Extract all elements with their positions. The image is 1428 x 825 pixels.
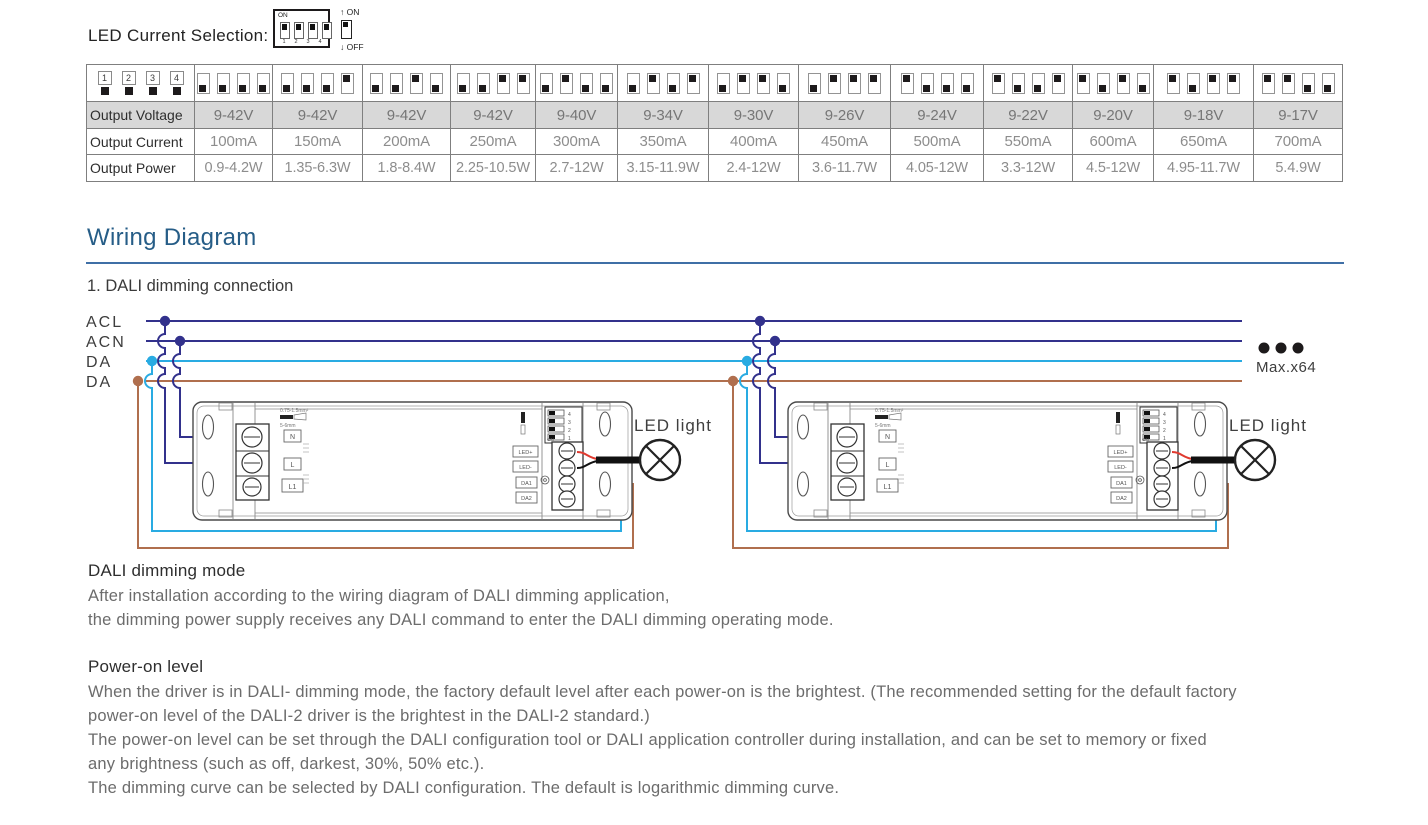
power-value: 1.35-6.3W (273, 155, 363, 182)
power-value: 2.7-12W (536, 155, 618, 182)
arrow-up-on-label: ↑ ON (340, 7, 360, 17)
svg-text:5-6mm: 5-6mm (875, 423, 891, 429)
svg-text:2: 2 (1163, 428, 1166, 434)
output-terminal-label: DA2 (1116, 496, 1127, 502)
output-terminal-label: LED+ (1113, 450, 1128, 456)
power-value: 3.15-11.9W (618, 155, 709, 182)
power-value: 5.4.9W (1254, 155, 1343, 182)
svg-text:3: 3 (568, 420, 571, 426)
voltage-value: 9-42V (451, 102, 536, 129)
max-label: Max.x64 (1256, 359, 1317, 376)
svg-text:4: 4 (1163, 412, 1166, 418)
row-label: Output Power (87, 155, 195, 182)
voltage-value: 9-17V (1254, 102, 1343, 129)
output-terminal-label: DA1 (521, 481, 532, 487)
voltage-value: 9-24V (891, 102, 984, 129)
section-line: the dimming power supply receives any DALI command to enter the DALI dimming operating mode. (88, 611, 834, 629)
power-value: 0.9-4.2W (195, 155, 273, 182)
current-value: 250mA (451, 129, 536, 155)
power-value: 1.8-8.4W (363, 155, 451, 182)
power-value: 4.95-11.7W (1154, 155, 1254, 182)
dip-numbers: 1 2 3 4 (282, 39, 322, 45)
output-terminal-label: LED+ (518, 450, 533, 456)
bus-label: DA (86, 374, 113, 391)
svg-text:ON: ON (1142, 437, 1149, 442)
dali-connection-subtitle: 1. DALI dimming connection (87, 277, 294, 295)
row-label: Output Current (87, 129, 195, 155)
input-terminal-label: L1 (883, 484, 892, 491)
svg-text:1: 1 (568, 436, 571, 442)
wiring-diagram-title: Wiring Diagram (87, 224, 257, 251)
power-value: 2.25-10.5W (451, 155, 536, 182)
voltage-value: 9-22V (984, 102, 1073, 129)
voltage-value: 9-42V (273, 102, 363, 129)
svg-text:5-6mm: 5-6mm (280, 423, 296, 429)
current-value: 350mA (618, 129, 709, 155)
bus-label: ACN (86, 334, 126, 351)
current-value: 700mA (1254, 129, 1343, 155)
current-value: 200mA (363, 129, 451, 155)
current-value: 600mA (1073, 129, 1154, 155)
svg-text:0.75-1.5mm²: 0.75-1.5mm² (280, 408, 309, 414)
current-value: 650mA (1154, 129, 1254, 155)
dip-legend-cell: 1 2 3 4 (87, 65, 195, 102)
section-heading: Power-on level (88, 657, 204, 676)
row-label: Output Voltage (87, 102, 195, 129)
svg-text:1: 1 (1163, 436, 1166, 442)
input-terminal-label: L1 (288, 484, 297, 491)
bus-label: DA (86, 354, 113, 371)
power-value: 4.5-12W (1073, 155, 1154, 182)
section-line: When the driver is in DALI- dimming mode, the factory default level after each power-on is the brightest. (The recommended setting for the default factory (88, 683, 1237, 701)
voltage-value: 9-42V (195, 102, 273, 129)
led-light-label: LED light (1229, 416, 1307, 435)
voltage-value: 9-30V (709, 102, 799, 129)
current-value: 550mA (984, 129, 1073, 155)
led-current-selection-label: LED Current Selection: (88, 26, 269, 45)
power-value: 3.6-11.7W (799, 155, 891, 182)
current-value: 300mA (536, 129, 618, 155)
power-value: 3.3-12W (984, 155, 1073, 182)
section-line: any brightness (such as off, darkest, 30%, 50% etc.). (88, 755, 485, 773)
input-terminal-label: L (290, 462, 295, 469)
output-terminal-label: DA2 (521, 496, 532, 502)
section-line: The power-on level can be set through the DALI configuration tool or DALI application controller during installation, and can be set to memory or fixed (88, 731, 1207, 749)
svg-text:2: 2 (568, 428, 571, 434)
power-value: 4.05-12W (891, 155, 984, 182)
input-terminal-label: L (885, 462, 890, 469)
text-section (88, 657, 1378, 800)
text-section (88, 561, 1378, 632)
svg-text:4: 4 (568, 412, 571, 418)
voltage-value: 9-40V (536, 102, 618, 129)
svg-text:3: 3 (1163, 420, 1166, 426)
input-terminal-label: N (289, 434, 296, 441)
voltage-value: 9-34V (618, 102, 709, 129)
section-line: After installation according to the wiring diagram of DALI dimming application, (88, 587, 670, 605)
input-terminal-label: N (884, 434, 891, 441)
voltage-value: 9-26V (799, 102, 891, 129)
svg-text:0.75-1.5mm²: 0.75-1.5mm² (875, 408, 904, 414)
output-terminal-label: LED- (1114, 465, 1127, 471)
current-value: 400mA (709, 129, 799, 155)
section-line: power-on level of the DALI-2 driver is the brightest in the DALI-2 standard.) (88, 707, 651, 725)
bus-label: ACL (86, 314, 124, 331)
text-sections (88, 561, 1378, 800)
current-value: 150mA (273, 129, 363, 155)
dip-on-label: ON (278, 12, 288, 19)
voltage-value: 9-18V (1154, 102, 1254, 129)
voltage-value: 9-42V (363, 102, 451, 129)
output-terminal-label: LED- (519, 465, 532, 471)
led-light-label: LED light (634, 416, 712, 435)
power-value: 2.4-12W (709, 155, 799, 182)
section-line: The dimming curve can be selected by DALI configuration. The default is logarithmic dimming curve. (88, 779, 840, 797)
current-value: 500mA (891, 129, 984, 155)
section-heading: DALI dimming mode (88, 561, 246, 580)
current-value: 100mA (195, 129, 273, 155)
voltage-value: 9-20V (1073, 102, 1154, 129)
current-value: 450mA (799, 129, 891, 155)
svg-text:ON: ON (547, 437, 554, 442)
arrow-down-off-label: ↓ OFF (340, 42, 364, 52)
output-terminal-label: DA1 (1116, 481, 1127, 487)
